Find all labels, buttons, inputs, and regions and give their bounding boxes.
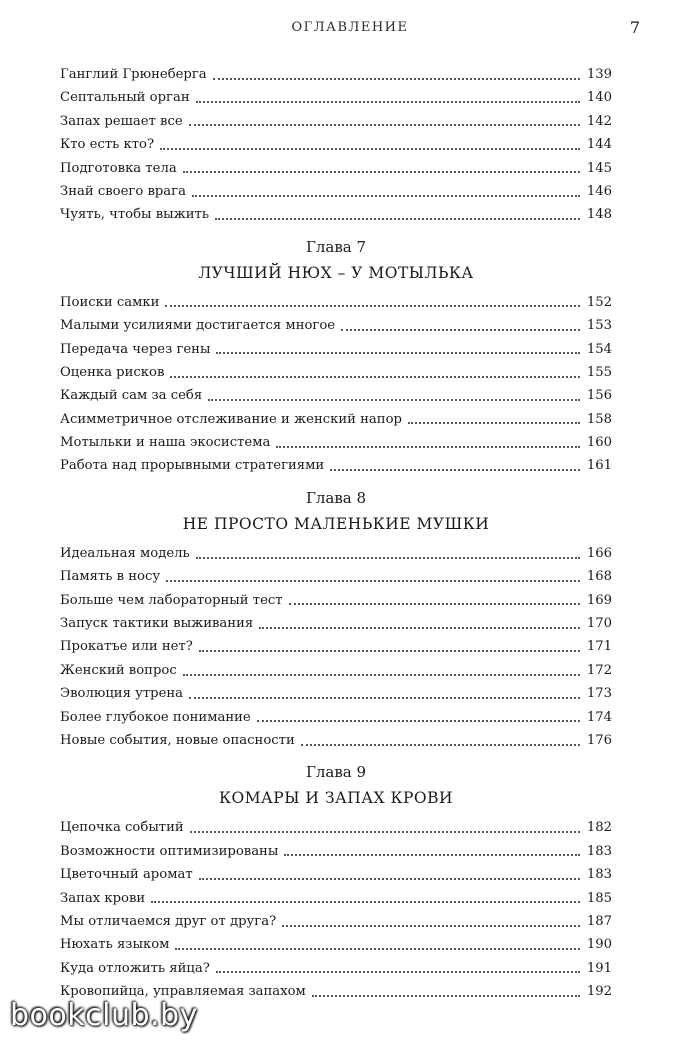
toc-entry	[60, 910, 612, 933]
toc-entry	[60, 408, 612, 431]
toc-entry-page: 174	[586, 709, 612, 725]
toc-entry-page: 146	[586, 183, 612, 199]
toc-entry-title: Запах крови	[60, 890, 146, 906]
toc-entry-page: 182	[586, 820, 612, 836]
toc-entry	[60, 589, 612, 612]
toc-entry-title: Оценка рисков	[60, 364, 165, 380]
toc-entry	[60, 133, 612, 156]
dot-leader	[166, 580, 580, 582]
dot-leader	[196, 557, 580, 559]
toc-entry-title: Возможности оптимизированы	[60, 843, 279, 859]
toc-entry	[60, 706, 612, 729]
toc-entry-page: 145	[586, 160, 612, 176]
toc-entry-page: 139	[586, 67, 612, 82]
chapter-label: Глава 9	[305, 763, 367, 782]
dot-leader	[408, 422, 580, 424]
toc-entry-page: 166	[586, 545, 612, 561]
toc-entry-title: Подготовка тела	[60, 160, 177, 176]
toc-entry-title: Цветочный аромат	[60, 867, 193, 883]
toc-entry-title: Кровопийца, управляемая запахом	[60, 984, 306, 1000]
toc-entry-title: Новые события, новые опасности	[60, 732, 295, 748]
dot-leader	[284, 854, 580, 856]
toc-entry-title: Запах решает все	[60, 113, 183, 129]
dot-leader	[165, 305, 580, 307]
dot-leader	[276, 446, 580, 448]
toc-entry	[60, 729, 612, 752]
toc-entry-page: 173	[586, 686, 612, 702]
dot-leader	[170, 376, 580, 378]
page-number: 7	[629, 18, 640, 37]
dot-leader	[189, 697, 580, 699]
toc-entry-title: Мотыльки и наша экосистема	[60, 435, 271, 451]
toc-entry	[60, 180, 612, 203]
toc-entry	[60, 863, 612, 886]
dot-leader	[189, 124, 580, 126]
dot-leader	[301, 744, 580, 746]
toc-entry	[60, 565, 612, 588]
toc-entry-page: 144	[586, 137, 612, 153]
toc-entry-page: 168	[586, 569, 612, 585]
toc-entry	[60, 338, 612, 361]
toc-entry-title: Цепочка событий	[60, 820, 184, 836]
toc-entry-page: 148	[586, 207, 612, 223]
toc-entry-page: 183	[586, 867, 612, 883]
toc-entry	[60, 682, 612, 705]
toc-entry-page: 192	[586, 984, 612, 1000]
toc-entry	[60, 542, 612, 565]
toc-entry-title: Передача через гены	[60, 341, 211, 357]
toc-entry-page: 183	[586, 843, 612, 859]
toc-entry	[60, 86, 612, 109]
toc-entry-title: Работа над прорывными стратегиями	[60, 458, 325, 474]
toc-entry	[60, 957, 612, 980]
chapter-label: Глава 7	[305, 237, 367, 256]
toc-entry-title: Куда отложить яйца?	[60, 960, 210, 976]
toc-entry-title: Ганглий Грюнеберга	[60, 67, 207, 82]
toc-entry-title: Память в носу	[60, 569, 161, 585]
toc-entry	[60, 840, 612, 863]
dot-leader	[216, 971, 580, 973]
dot-leader	[257, 720, 580, 722]
toc-entry-title: Асимметричное отслеживание и женский напор	[60, 411, 402, 427]
toc-entry-title: Женский вопрос	[60, 662, 177, 678]
toc-entry	[60, 454, 612, 477]
toc-entry	[60, 612, 612, 635]
toc-entry-title: Мы отличаемся друг от друга?	[60, 913, 277, 929]
table-of-contents	[60, 63, 612, 1004]
toc-entry-title: Знай своего врага	[60, 183, 186, 199]
dot-leader	[259, 627, 580, 629]
dot-leader	[208, 399, 580, 401]
chapter-title: ЛУЧШИЙ НЮХ – У МОТЫЛЬКА	[198, 263, 474, 282]
dot-leader	[341, 329, 580, 331]
toc-entry	[60, 431, 612, 454]
dot-leader	[175, 948, 580, 950]
toc-entry	[60, 933, 612, 956]
toc-entry-page: 154	[586, 341, 612, 357]
toc-entry	[60, 203, 612, 226]
toc-entry-page: 142	[586, 113, 612, 129]
toc-entry-title: Малыми усилиями достигается многое	[60, 318, 336, 334]
toc-entry-title: Поиски самки	[60, 294, 160, 310]
toc-entry	[60, 361, 612, 384]
dot-leader	[160, 148, 580, 150]
toc-entry	[60, 816, 612, 839]
toc-entry-title: Больше чем лабораторный тест	[60, 592, 283, 608]
running-title: ОГЛАВЛЕНИЕ	[291, 20, 409, 35]
toc-entry-page: 171	[586, 639, 612, 655]
dot-leader	[199, 878, 580, 880]
dot-leader	[183, 674, 580, 676]
dot-leader	[282, 925, 580, 927]
toc-entry-page: 153	[586, 318, 612, 334]
toc-entry-page: 156	[586, 388, 612, 404]
toc-entry	[60, 635, 612, 658]
dot-leader	[192, 195, 580, 197]
toc-entry-title: Более глубокое понимание	[60, 709, 251, 725]
watermark-text: bookclub.by	[10, 998, 198, 1033]
dot-leader	[199, 650, 580, 652]
dot-leader	[196, 101, 580, 103]
toc-entry-page: 158	[586, 411, 612, 427]
toc-entry	[60, 887, 612, 910]
dot-leader	[289, 603, 580, 605]
toc-entry-page: 140	[586, 90, 612, 106]
dot-leader	[151, 901, 580, 903]
toc-entry-page: 190	[586, 937, 612, 953]
toc-entry-title: Чуять, чтобы выжить	[60, 207, 210, 223]
toc-entry	[60, 314, 612, 337]
toc-entry-page: 176	[586, 732, 612, 748]
toc-entry	[60, 63, 612, 86]
toc-entry-title: Прокатъе или нет?	[60, 639, 193, 655]
dot-leader	[312, 995, 580, 997]
toc-entry-title: Нюхать языком	[60, 937, 170, 953]
chapter-title: КОМАРЫ И ЗАПАХ КРОВИ	[218, 789, 454, 808]
toc-entry-page: 152	[586, 294, 612, 310]
running-head	[60, 20, 640, 44]
toc-entry-title: Идеальная модель	[60, 545, 190, 561]
dot-leader	[190, 831, 580, 833]
chapter-label: Глава 8	[305, 488, 367, 507]
toc-entry	[60, 384, 612, 407]
toc-entry-page: 160	[586, 435, 612, 451]
toc-entry-page: 187	[586, 913, 612, 929]
toc-entry-title: Эволюция утрена	[60, 686, 184, 702]
chapter-title: НЕ ПРОСТО МАЛЕНЬКИЕ МУШКИ	[182, 514, 490, 533]
dot-leader	[215, 218, 580, 220]
toc-entry-page: 170	[586, 616, 612, 632]
toc-entry-page: 169	[586, 592, 612, 608]
toc-entry-title: Каждый сам за себя	[60, 388, 203, 404]
toc-entry-page: 185	[586, 890, 612, 906]
toc-entry	[60, 659, 612, 682]
toc-entry-page: 161	[586, 458, 612, 474]
dot-leader	[216, 352, 580, 354]
toc-entry-title: Кто есть кто?	[60, 137, 155, 153]
toc-entry-title: Септальный орган	[60, 90, 190, 106]
toc-entry	[60, 291, 612, 314]
toc-entry	[60, 157, 612, 180]
dot-leader	[213, 78, 580, 80]
toc-entry-title: Запуск тактики выживания	[60, 616, 254, 632]
toc-entry-page: 191	[586, 960, 612, 976]
toc-entry-page: 172	[586, 662, 612, 678]
dot-leader	[330, 469, 580, 471]
toc-entry	[60, 110, 612, 133]
toc-entry-page: 155	[586, 364, 612, 380]
dot-leader	[183, 171, 580, 173]
